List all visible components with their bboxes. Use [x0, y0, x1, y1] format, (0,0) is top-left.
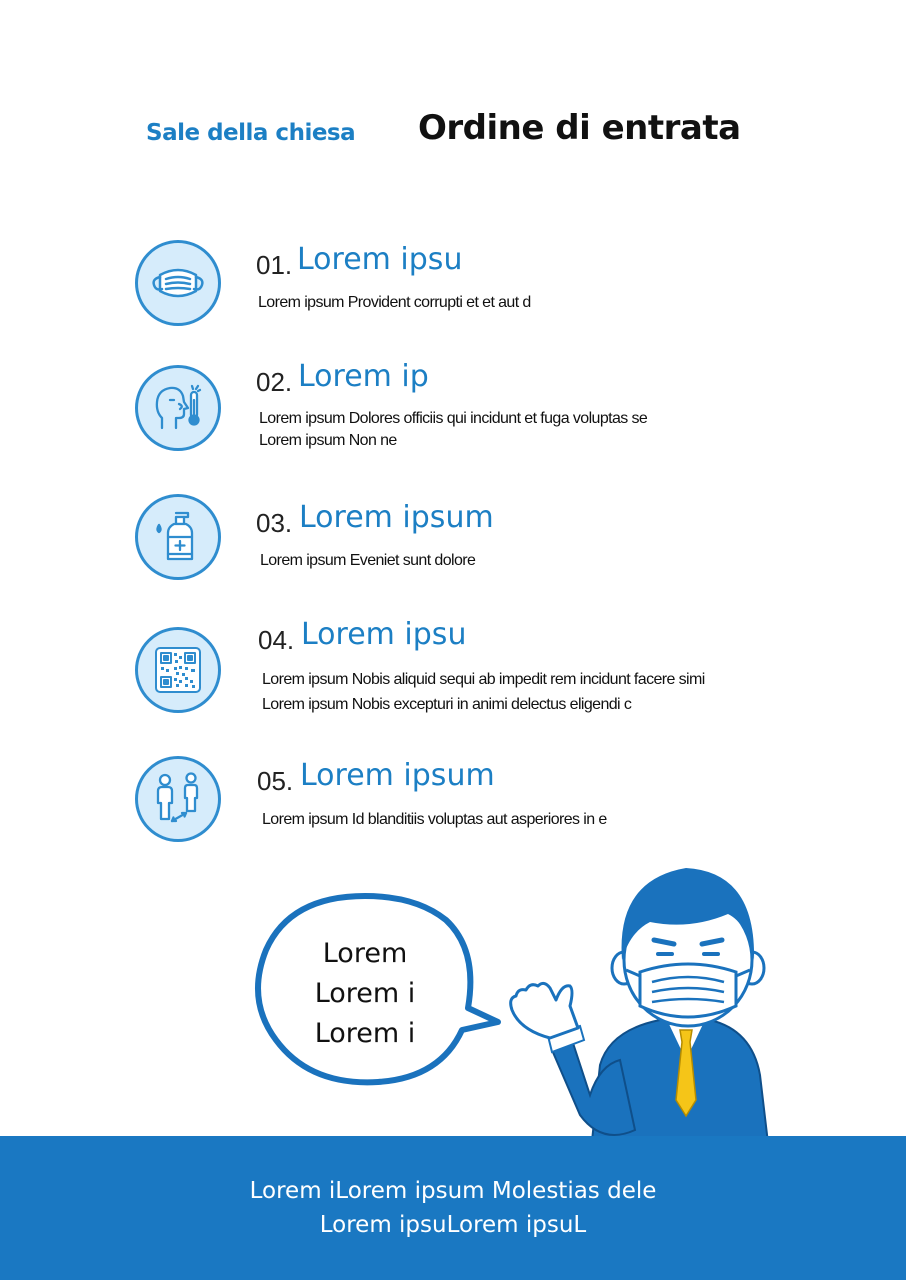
speech-line: Lorem: [322, 938, 408, 969]
social-distancing-icon: [135, 756, 221, 842]
step-heading: Lorem ip: [298, 359, 429, 394]
step-number: 05.: [257, 766, 294, 796]
step-description-line: Lorem ipsum Provident corrupti et et aut d: [258, 294, 531, 311]
qr-code-icon: [135, 627, 221, 713]
step-heading: Lorem ipsu: [297, 242, 463, 277]
step-number: 01.: [256, 250, 293, 280]
speech-line: Lorem i: [314, 1018, 416, 1049]
step-heading: Lorem ipsum: [299, 500, 494, 535]
step-description-line: Lorem ipsum Id blanditiis voluptas aut asperiores in e: [262, 811, 607, 828]
step-number: 03.: [256, 508, 293, 538]
footer-line: Lorem ipsuLorem ipsuL: [319, 1212, 587, 1238]
speech-line: Lorem i: [314, 978, 416, 1009]
footer-banner: [0, 1136, 906, 1280]
subtitle: Sale della chiesa: [146, 120, 356, 146]
page-title: Ordine di entrata: [418, 108, 741, 148]
step-number: 04.: [258, 625, 295, 655]
step-description-line: Lorem ipsum Non ne: [259, 432, 397, 449]
speech-bubble-text: [290, 934, 440, 1054]
step-description-line: Lorem ipsum Nobis excepturi in animi delectus eligendi c: [262, 696, 632, 713]
step-description-line: Lorem ipsum Eveniet sunt dolore: [260, 552, 476, 569]
step-number: 02.: [256, 367, 293, 397]
footer-text: [0, 1174, 906, 1242]
step-heading: Lorem ipsum: [300, 758, 495, 793]
step-heading: Lorem ipsu: [301, 617, 467, 652]
temperature-check-icon: [135, 365, 221, 451]
header: [0, 108, 906, 158]
footer-line: Lorem iLorem ipsum Molestias dele: [249, 1178, 657, 1204]
step-description-line: Lorem ipsum Dolores officiis qui incidunt et fuga voluptas se: [259, 410, 648, 427]
hand-sanitizer-icon: [135, 494, 221, 580]
step-description-line: Lorem ipsum Nobis aliquid sequi ab impedit rem incidunt facere simi: [262, 671, 705, 688]
businessman-icon: [490, 860, 790, 1160]
face-mask-icon: [135, 240, 221, 326]
